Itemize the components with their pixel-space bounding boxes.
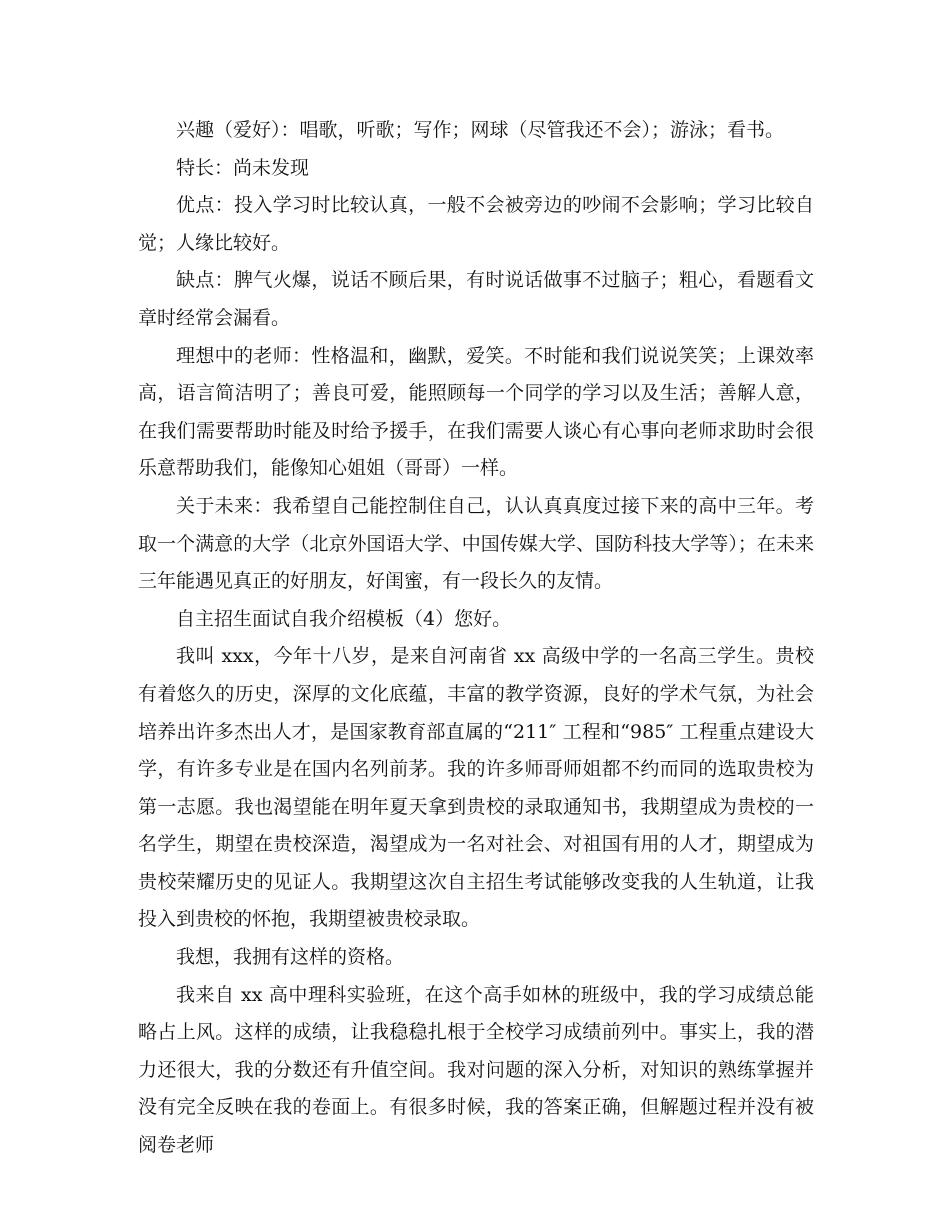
paragraph-weaknesses: 缺点：脾气火爆，说话不顾后果，有时说话做事不过脑子；粗心，看题看文章时经常会漏看。 — [138, 269, 814, 329]
document-body — [138, 112, 814, 1165]
paragraph-academic-performance: 我来自 xx 高中理科实验班，在这个高手如林的班级中，我的学习成绩总能略占上风。这样的成绩，让我稳稳扎根于全校学习成绩前列中。事实上，我的潜力还很大，我的分数还有升值空间。我对问题的深入分析，对知识的熟练掌握并没有完全反映在我的卷面上。有很多时候，我的答案正确，但解题过程并没有被阅卷老师 — [138, 983, 814, 1157]
paragraph-ideal-teacher: 理想中的老师：性格温和，幽默，爱笑。不时能和我们说说笑笑；上课效率高，语言简洁明了；善良可爱，能照顾每一个同学的学习以及生活；善解人意，在我们需要帮助时能及时给予援手，在我们需要人谈心有心事向老师求助时会很乐意帮助我们，能像知心姐姐（哥哥）一样。 — [138, 344, 814, 480]
paragraph-specialty: 特长：尚未发现 — [176, 156, 310, 179]
paragraph-qualification: 我想，我拥有这样的资格。 — [176, 946, 405, 969]
paragraph-template-heading: 自主招生面试自我介绍模板（4）您好。 — [176, 607, 512, 630]
paragraph-future: 关于未来：我希望自己能控制住自己，认认真真度过接下来的高中三年。考取一个满意的大学（北京外国语大学、中国传媒大学、国防科技大学等）；在未来三年能遇见真正的好朋友，好闺蜜，有一段长久的友情。 — [138, 494, 814, 593]
paragraph-interests: 兴趣（爱好）：唱歌，听歌；写作；网球（尽管我还不会）；游泳；看书。 — [176, 119, 785, 141]
paragraph-strengths: 优点：投入学习时比较认真，一般不会被旁边的吵闹不会影响；学习比较自觉；人缘比较好。 — [138, 194, 814, 254]
paragraph-self-introduction: 我叫 xxx，今年十八岁，是来自河南省 xx 高级中学的一名高三学生。贵校有着悠久的历史，深厚的文化底蕴，丰富的教学资源，良好的学术气氛，为社会培养出许多杰出人才，是国家教育部直属的“211″ 工程和“985″ 工程重点建设大学，有许多专业是在国内名列前茅。我的许多师哥师姐都不约而同的选取贵校为第一志愿。我也渴望能在明年夏天拿到贵校的录取通知书，我期望成为贵校的一名学生，期望在贵校深造，渴望成为一名对社会、对祖国有用的人才，期望成为贵校荣耀历史的见证人。我期望这次自主招生考试能够改变我的人生轨道，让我投入到贵校的怀抱，我期望被贵校录取。 — [138, 645, 814, 931]
